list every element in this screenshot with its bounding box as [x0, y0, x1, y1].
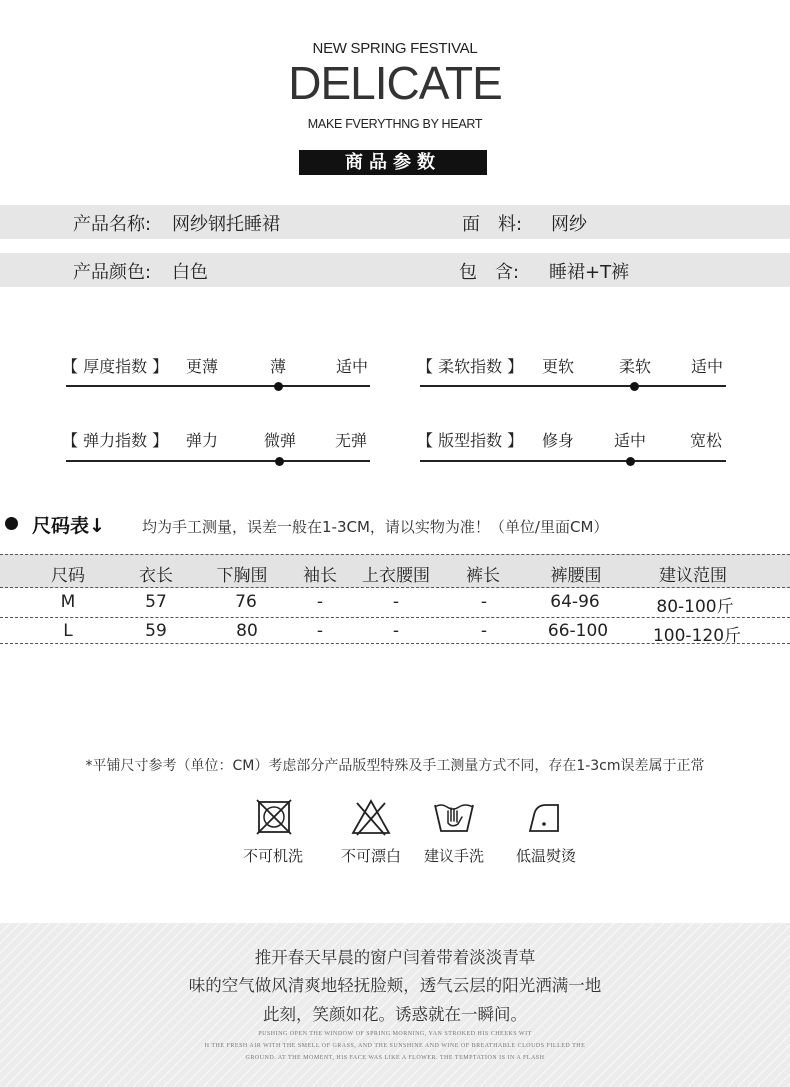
- table-cell: -: [392, 621, 400, 641]
- elasticity-option-2: 微弹: [264, 431, 297, 450]
- thickness-scale-marker: [274, 382, 283, 391]
- no-tumble-dry-icon: [252, 797, 296, 837]
- table-cell: L: [63, 621, 73, 641]
- table-cell: -: [316, 621, 324, 641]
- fit-scale-marker: [626, 457, 635, 466]
- softness-scale-marker: [630, 382, 639, 391]
- care-label: 建议手洗: [423, 847, 485, 865]
- thickness-index-label: 【 厚度指数 】: [62, 357, 169, 376]
- table-header-cell: 下胸围: [216, 566, 268, 586]
- fit-option-2: 适中: [614, 431, 647, 450]
- thickness-option-1: 更薄: [186, 357, 219, 376]
- table-cell: 80-100斤: [656, 597, 734, 617]
- include-label: 包 含:: [459, 262, 520, 283]
- care-label: 低温熨烫: [515, 847, 577, 865]
- table-cell: -: [392, 592, 400, 612]
- section-badge: 商品参数: [299, 150, 487, 175]
- table-cell: -: [480, 592, 488, 612]
- fit-option-3: 宽松: [690, 431, 723, 450]
- elasticity-option-1: 弹力: [186, 431, 219, 450]
- table-header-cell: 建议范围: [659, 566, 727, 586]
- table-bottom-divider: [0, 643, 790, 644]
- elasticity-index-label: 【 弹力指数 】: [62, 431, 169, 450]
- header-title: DELICATE: [288, 57, 502, 109]
- table-cell: 76: [235, 592, 257, 612]
- info-bar-2: [0, 253, 790, 287]
- thickness-scale-line: [66, 385, 370, 387]
- footer-small-line-3: GROUND. AT THE MOMENT, HIS FACE WAS LIKE A FLOWER. THE TEMPTATION IS IN A FLASH: [245, 1055, 545, 1061]
- table-cell: M: [60, 592, 76, 612]
- softness-scale-line: [420, 385, 726, 387]
- table-header-cell: 裤腰围: [550, 566, 602, 586]
- care-label: 不可漂白: [340, 847, 402, 865]
- include-value: 睡裙+T裤: [549, 262, 630, 283]
- table-cell: 100-120斤: [652, 626, 742, 646]
- header-subtitle-bottom: MAKE FVERYTHNG BY HEART: [307, 117, 483, 131]
- softness-option-3: 适中: [691, 357, 724, 376]
- table-cell: 66-100: [547, 621, 609, 641]
- row-divider: [0, 617, 790, 618]
- footer-line-2: 味的空气做风清爽地轻抚脸颊，透气云层的阳光洒满一地: [188, 976, 602, 995]
- elasticity-scale-line: [66, 460, 370, 462]
- care-label: 不可机洗: [242, 847, 304, 865]
- footer-small-line-2: H THE FRESH AIR WITH THE SMELL OF GRASS, AND THE SUNSHINE AND WINE OF BREATHABLE CLOUDS FILLED THE: [204, 1043, 586, 1049]
- fabric-value: 网纱: [551, 214, 587, 235]
- footer-line-3: 此刻，笑颜如花。诱惑就在一瞬间。: [263, 1005, 527, 1024]
- name-label: 产品名称:: [73, 214, 152, 235]
- color-value: 白色: [172, 262, 208, 283]
- measurement-note: *平铺尺寸参考（单位：CM）考虑部分产品版型特殊及手工测量方式不同，存在1-3cm误差属于正常: [85, 758, 705, 774]
- hand-wash-icon: [432, 797, 476, 837]
- fit-scale-line: [420, 460, 726, 462]
- elasticity-scale-marker: [275, 457, 284, 466]
- table-header-cell: 裤长: [466, 566, 500, 586]
- softness-option-1: 更软: [542, 357, 575, 376]
- table-cell: -: [480, 621, 488, 641]
- fit-option-1: 修身: [542, 431, 575, 450]
- table-header-cell: 衣长: [139, 566, 173, 586]
- thickness-option-2: 薄: [270, 357, 287, 376]
- table-cell: -: [316, 592, 324, 612]
- thickness-option-3: 适中: [336, 357, 369, 376]
- elasticity-option-3: 无弹: [335, 431, 368, 450]
- table-header-cell: 尺码: [51, 566, 85, 586]
- table-header-cell: 上衣腰围: [362, 566, 430, 586]
- softness-index-label: 【 柔软指数 】: [417, 357, 524, 376]
- bullet-dot: [5, 517, 18, 530]
- fabric-label: 面 料:: [462, 214, 523, 235]
- table-cell: 64-96: [550, 592, 600, 612]
- footer-line-1: 推开春天早晨的窗户闫着带着淡淡青草: [254, 948, 536, 967]
- table-cell: 80: [236, 621, 258, 641]
- color-label: 产品颜色:: [73, 262, 152, 283]
- table-cell: 57: [145, 592, 167, 612]
- table-cell: 59: [145, 621, 167, 641]
- size-chart-title: 尺码表↓: [32, 515, 105, 537]
- header-subtitle-top: NEW SPRING FESTIVAL: [312, 40, 478, 57]
- low-iron-icon: [524, 797, 568, 837]
- info-bar-1: [0, 205, 790, 239]
- size-chart-note: 均为手工测量，误差一般在1-3CM，请以实物为准！（单位/里面CM）: [142, 518, 609, 536]
- fit-index-label: 【 版型指数 】: [417, 431, 524, 450]
- table-header-cell: 袖长: [303, 566, 337, 586]
- footer-small-line-1: PUSHING OPEN THE WINDOW OF SPRING MORNING, YAN STROKED HIS CHEEKS WIT: [258, 1031, 532, 1037]
- name-value: 网纱钢托睡裙: [172, 214, 280, 235]
- no-bleach-icon: [349, 797, 393, 837]
- softness-option-2: 柔软: [619, 357, 652, 376]
